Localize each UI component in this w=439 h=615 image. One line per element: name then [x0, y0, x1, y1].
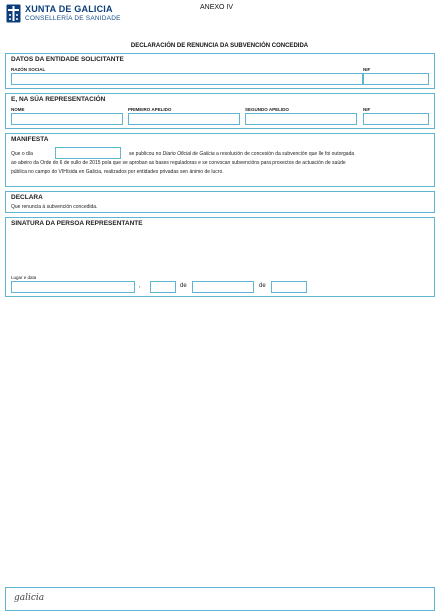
annex-label: ANEXO IV	[200, 4, 234, 11]
declara-text: Que renuncia á subvención concedida.	[11, 204, 98, 210]
primeiro-apelido-label: PRIMEIRO APELIDO	[128, 107, 172, 112]
manifesta-line1: se publicou no Diario Oficial de Galicia a resolución de concesión da subvención que lle foi outorgada	[129, 151, 355, 157]
lugar-data-label: Lugar e data	[11, 275, 37, 280]
section-representacion	[5, 93, 435, 129]
org-name: XUNTA DE GALICIA	[25, 4, 113, 14]
section-heading: DATOS DA ENTIDADE SOLICITANTE	[11, 56, 124, 63]
section-declara	[5, 191, 435, 213]
date-field[interactable]	[55, 147, 121, 159]
manifesta-line3: pública no campo do VIH/sida en Galicia, realizados por entidades privadas sen ánimo de lucro.	[11, 169, 224, 175]
diario-oficial-text: Diario Oficial de Galicia	[162, 151, 215, 157]
galicia-logo: galicia	[14, 593, 45, 603]
xunta-shield-logo	[6, 4, 21, 23]
segundo-apelido-label: SEGUNDO APELIDO	[245, 107, 289, 112]
segundo-apelido-field[interactable]	[245, 113, 357, 125]
de-separator-2: de	[259, 283, 266, 289]
section-heading: E, NA SÚA REPRESENTACIÓN	[11, 96, 106, 103]
nif-label: NIF	[363, 67, 371, 72]
primeiro-apelido-field[interactable]	[128, 113, 240, 125]
manifesta-line2: ao abeiro da Orde do 6 de xullo de 2015 pola que se aproban as bases reguladoras e se convocan subvencións para proxectos de actuación de saúde	[11, 160, 346, 166]
razon-social-field[interactable]	[11, 73, 363, 85]
nome-field[interactable]	[11, 113, 123, 125]
department-name: CONSELLERÍA DE SANIDADE	[25, 15, 121, 22]
nif-field[interactable]	[363, 113, 429, 125]
footer	[5, 587, 435, 611]
comma-separator: ,	[139, 283, 141, 289]
nome-label: NOME	[11, 107, 25, 112]
month-field[interactable]	[192, 281, 254, 293]
razon-social-label: RAZÓN SOCIAL	[11, 67, 46, 72]
lugar-field[interactable]	[11, 281, 135, 293]
section-heading: DECLARA	[11, 194, 43, 201]
nif-field[interactable]	[363, 73, 429, 85]
section-heading: MANIFESTA	[11, 136, 49, 143]
section-datos-entidade	[5, 53, 435, 89]
year-field[interactable]	[271, 281, 307, 293]
section-sinatura	[5, 217, 435, 297]
document-title: DECLARACIÓN DE RENUNCIA DA SUBVENCIÓN CONCEDIDA	[130, 43, 309, 49]
nif-label: NIF	[363, 107, 371, 112]
section-heading: SINATURA DA PERSOA REPRESENTANTE	[11, 220, 143, 227]
de-separator-1: de	[180, 283, 187, 289]
que-o-dia-text: Que o día	[11, 151, 33, 157]
section-manifesta	[5, 133, 435, 187]
day-field[interactable]	[150, 281, 176, 293]
